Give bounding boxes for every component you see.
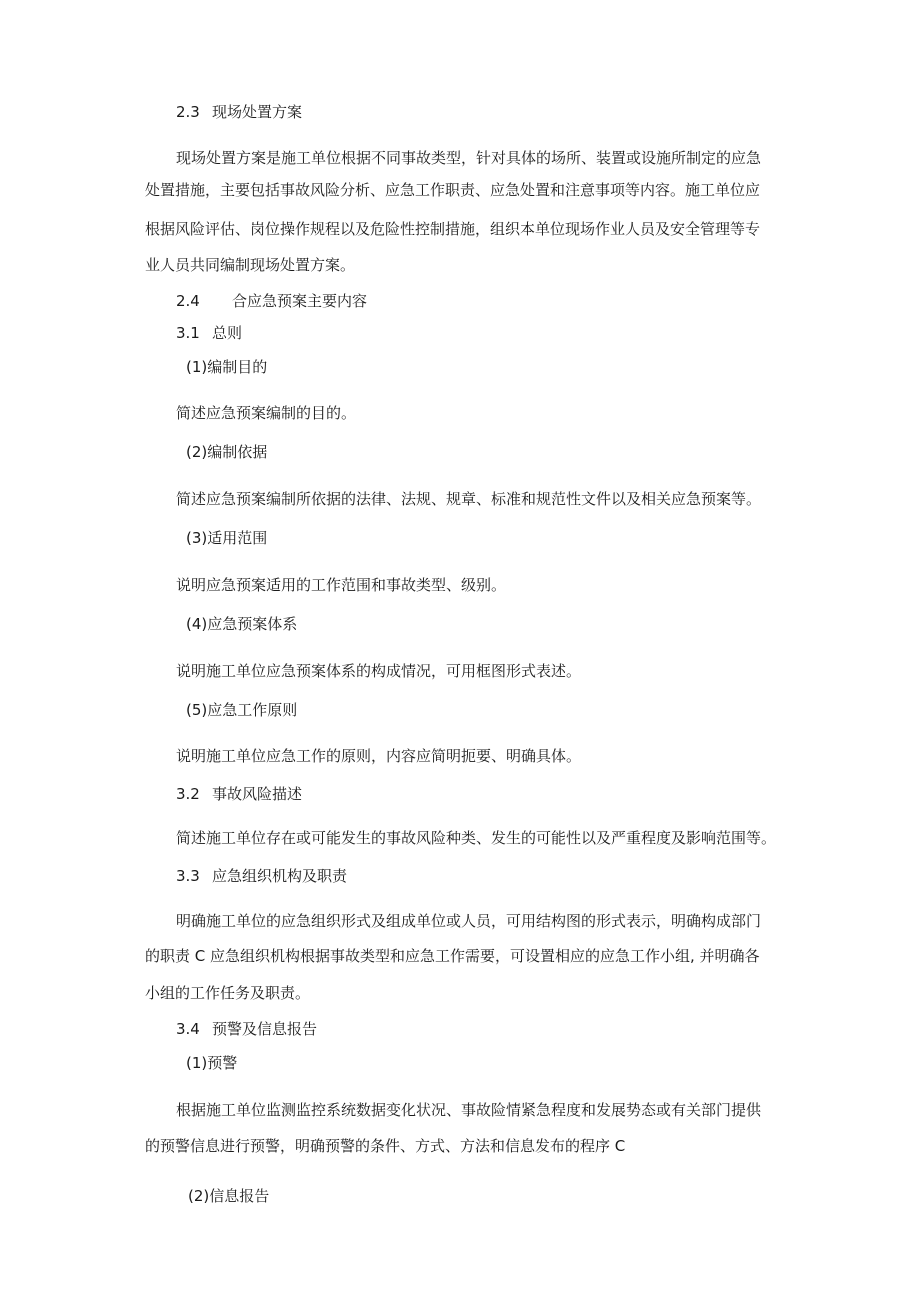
heading-3-4 (176, 1019, 317, 1039)
paragraph-line: 现场处置方案是施工单位根据不同事故类型，针对具体的场所、装置或设施所制定的应急 (176, 149, 762, 167)
item-label: (1)预警 (186, 1054, 238, 1072)
paragraph-line: 的预警信息进行预警，明确预警的条件、方式、方法和信息发布的程序 C (145, 1137, 626, 1155)
heading-3-1 (176, 323, 242, 343)
item-label: (5)应急工作原则 (186, 701, 298, 719)
section-number: 2.3 (176, 103, 200, 121)
item-description: 说明施工单位应急预案体系的构成情况，可用框图形式表述。 (176, 662, 582, 680)
section-number: 2.4 (176, 292, 200, 310)
paragraph-line: 的职责 C 应急组织机构根据事故类型和应急工作需要，可设置相应的应急工作小组, 并明确各 (145, 947, 760, 965)
paragraph-line: 处置措施，主要包括事故风险分析、应急工作职责、应急处置和注意事项等内容。施工单位应 (145, 181, 761, 199)
paragraph-line: 业人员共同编制现场处置方案。 (145, 256, 356, 274)
heading-3-2 (176, 784, 302, 804)
section-title: 应急组织机构及职责 (212, 867, 348, 885)
item-label: (2)编制依据 (186, 443, 268, 461)
heading-2-3 (176, 102, 302, 122)
section-number: 3.4 (176, 1020, 200, 1038)
paragraph-line: 根据施工单位监测监控系统数据变化状况、事故险情紧急程度和发展势态或有关部门提供 (176, 1101, 762, 1119)
item-label: (3)适用范围 (186, 529, 268, 547)
heading-2-4 (176, 291, 367, 311)
section-number: 3.2 (176, 785, 200, 803)
section-title: 事故风险描述 (212, 785, 303, 803)
heading-3-3 (176, 866, 347, 886)
item-label: (4)应急预案体系 (186, 615, 298, 633)
section-title: 预警及信息报告 (212, 1020, 318, 1038)
section-number: 3.3 (176, 867, 200, 885)
item-description: 简述应急预案编制的目的。 (176, 404, 357, 422)
paragraph-line: 根据风险评估、岗位操作规程以及危险性控制措施，组织本单位现场作业人员及安全管理等专 (145, 220, 761, 238)
section-title: 总则 (212, 324, 243, 342)
paragraph-line: 简述施工单位存在或可能发生的事故风险种类、发生的可能性以及严重程度及影响范围等。 (176, 829, 777, 847)
section-title: 现场处置方案 (212, 103, 303, 121)
section-title: 合应急预案主要内容 (232, 292, 368, 310)
item-description: 说明施工单位应急工作的原则，内容应简明扼要、明确具体。 (176, 747, 582, 765)
item-description: 说明应急预案适用的工作范围和事故类型、级别。 (176, 576, 507, 594)
paragraph-line: 明确施工单位的应急组织形式及组成单位或人员，可用结构图的形式表示，明确构成部门 (176, 912, 762, 930)
item-label: (1)编制目的 (186, 358, 268, 376)
section-number: 3.1 (176, 324, 200, 342)
item-description: 简述应急预案编制所依据的法律、法规、规章、标准和规范性文件以及相关应急预案等。 (176, 490, 762, 508)
paragraph-line: 小组的工作任务及职责。 (145, 984, 311, 1002)
item-label: (2)信息报告 (188, 1187, 270, 1205)
